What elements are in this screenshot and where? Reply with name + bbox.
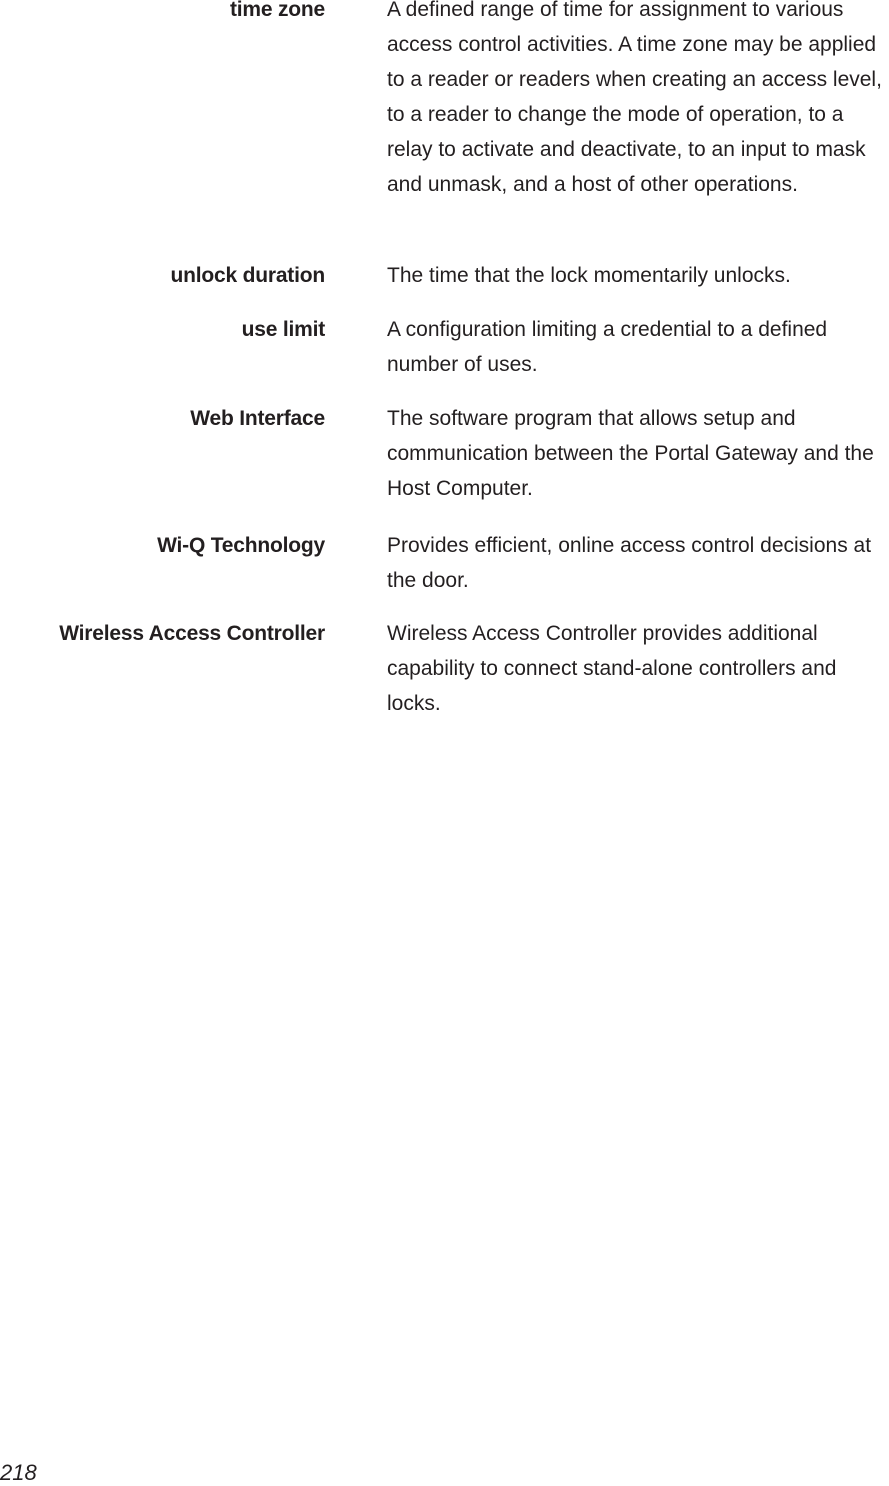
- glossary-entry-wireless-access-controller: [0, 616, 889, 721]
- glossary-definition: The time that the lock momentarily unlocks.: [387, 264, 791, 287]
- glossary-term: time zone: [229, 0, 325, 21]
- glossary-definition: A configuration limiting a credential to a defined number of uses.: [387, 318, 828, 376]
- glossary-definition: Wireless Access Controller provides additional capability to connect stand-alone controllers and locks.: [387, 622, 837, 715]
- glossary-entry-time-zone: [0, 0, 889, 202]
- glossary-entry-wi-q-technology: [0, 528, 889, 598]
- glossary-entry-use-limit: [0, 312, 889, 382]
- glossary-definition: The software program that allows setup and communication between the Portal Gateway and the Host Computer.: [387, 407, 874, 500]
- glossary-term: Wi-Q Technology: [157, 534, 325, 557]
- glossary-definition: A defined range of time for assignment to various access control activities. A time zone may be applied to a reader or readers when creating an access level, to a reader to change the mode of operation, to a relay to activate and deactivate, to an input to mask and unmask, and a host of other operations.: [387, 0, 882, 196]
- glossary-term: Web Interface: [190, 407, 325, 430]
- glossary-term: Wireless Access Controller: [59, 622, 325, 645]
- page-number: 218: [0, 1460, 37, 1485]
- glossary-entry-web-interface: [0, 401, 889, 506]
- glossary-term: use limit: [241, 318, 325, 341]
- glossary-term: unlock duration: [170, 264, 325, 287]
- glossary-definition: Provides efficient, online access control decisions at the door.: [387, 534, 872, 592]
- glossary-entry-unlock-duration: [0, 258, 889, 293]
